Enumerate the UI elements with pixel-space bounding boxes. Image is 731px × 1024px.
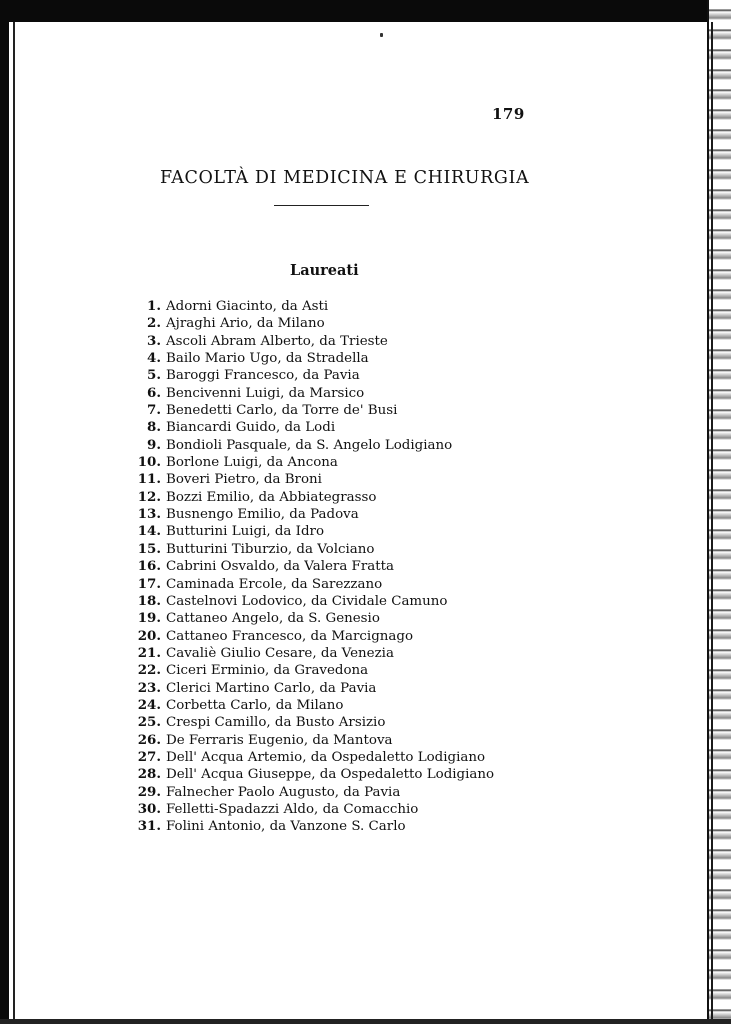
list-item-number: 13. — [137, 506, 161, 523]
list-item — [128, 298, 528, 315]
list-item — [128, 541, 528, 558]
list-item-number: 22. — [137, 662, 161, 679]
list-item — [128, 454, 528, 471]
list-item-text: Ciceri Erminio, da Gravedona — [166, 663, 369, 679]
list-item — [128, 576, 528, 593]
list-item-number: 18. — [137, 592, 161, 609]
list-item-number: 14. — [137, 523, 161, 540]
list-item-number: 15. — [137, 540, 161, 557]
list-item — [128, 697, 528, 714]
list-item-number: 2. — [147, 315, 161, 332]
list-item-number: 20. — [137, 627, 161, 644]
list-item-text: Corbetta Carlo, da Milano — [166, 697, 344, 713]
scan-left-border — [0, 0, 9, 1024]
list-item — [128, 506, 528, 523]
list-item — [128, 628, 528, 645]
list-item — [128, 645, 528, 662]
list-item-number: 27. — [137, 748, 161, 765]
list-item-text: Butturini Luigi, da Idro — [166, 524, 325, 540]
list-item — [128, 471, 528, 488]
list-item-text: Ascoli Abram Alberto, da Trieste — [166, 333, 388, 349]
list-item-text: Adorni Giacinto, da Asti — [166, 299, 329, 314]
scan-left-rule — [13, 22, 15, 1024]
list-item — [128, 523, 528, 540]
page-heading: FACOLTÀ DI MEDICINA E CHIRURGIA — [160, 168, 530, 188]
list-item — [128, 818, 528, 835]
list-item-text: Folini Antonio, da Vanzone S. Carlo — [166, 819, 406, 835]
list-item-text: Cabrini Osvaldo, da Valera Fratta — [166, 559, 394, 575]
list-item-text: Bailo Mario Ugo, da Stradella — [166, 351, 369, 367]
list-item-number: 16. — [137, 558, 161, 575]
list-item-number: 1. — [147, 298, 161, 314]
list-item — [128, 766, 528, 783]
list-item — [128, 350, 528, 367]
heading-divider — [274, 205, 369, 206]
list-item-number: 24. — [137, 696, 161, 713]
list-item-text: Biancardi Guido, da Lodi — [166, 420, 336, 436]
list-item-number: 4. — [147, 350, 161, 367]
scan-speck — [380, 33, 383, 37]
list-item — [128, 749, 528, 766]
list-item-text: Borlone Luigi, da Ancona — [166, 455, 338, 471]
list-item-text: Crespi Camillo, da Busto Arsizio — [166, 715, 386, 731]
graduates-list — [128, 298, 528, 836]
list-item-number: 5. — [147, 367, 161, 384]
list-item — [128, 419, 528, 436]
list-item-text: Ajraghi Ario, da Milano — [166, 316, 325, 332]
list-item-text: De Ferraris Eugenio, da Mantova — [166, 732, 393, 748]
list-item-text: Bozzi Emilio, da Abbiategrasso — [166, 489, 377, 505]
scan-right-rule — [711, 22, 713, 1024]
list-item-number: 10. — [137, 454, 161, 471]
list-item-number: 25. — [137, 714, 161, 731]
list-item — [128, 437, 528, 454]
list-item — [128, 402, 528, 419]
scan-top-border — [0, 0, 731, 22]
list-item-text: Bencivenni Luigi, da Marsico — [166, 385, 365, 401]
list-item — [128, 801, 528, 818]
list-item — [128, 714, 528, 731]
list-item-text: Dell' Acqua Artemio, da Ospedaletto Lodigiano — [166, 749, 486, 765]
list-item-text: Busnengo Emilio, da Padova — [166, 507, 359, 523]
list-item-number: 28. — [137, 766, 161, 783]
list-item-text: Falnecher Paolo Augusto, da Pavia — [166, 784, 401, 800]
list-item — [128, 489, 528, 506]
list-item-number: 23. — [137, 679, 161, 696]
list-item-text: Clerici Martino Carlo, da Pavia — [166, 680, 377, 696]
list-item-text: Cattaneo Angelo, da S. Genesio — [166, 611, 380, 627]
list-item-number: 9. — [147, 436, 161, 453]
list-item-number: 29. — [137, 783, 161, 800]
list-item-number: 3. — [147, 332, 161, 349]
list-item — [128, 784, 528, 801]
list-item-number: 6. — [147, 384, 161, 401]
list-item-number: 19. — [137, 610, 161, 627]
list-item-text: Caminada Ercole, da Sarezzano — [166, 576, 383, 592]
list-item — [128, 593, 528, 610]
list-item-text: Cattaneo Francesco, da Marcignago — [166, 628, 414, 644]
list-item-text: Bondioli Pasquale, da S. Angelo Lodigiano — [166, 437, 453, 453]
list-item-number: 7. — [147, 402, 161, 419]
list-item — [128, 315, 528, 332]
list-item-text: Benedetti Carlo, da Torre de' Busi — [166, 403, 398, 419]
list-item-number: 8. — [147, 419, 161, 436]
list-item-number: 30. — [137, 800, 161, 817]
list-item — [128, 680, 528, 697]
list-item-text: Baroggi Francesco, da Pavia — [166, 368, 360, 384]
scan-bottom-border — [0, 1019, 731, 1024]
list-item-number: 17. — [137, 575, 161, 592]
list-item — [128, 385, 528, 402]
list-item-number: 12. — [137, 488, 161, 505]
list-item-text: Butturini Tiburzio, da Volciano — [166, 541, 375, 557]
list-item-text: Cavaliè Giulio Cesare, da Venezia — [166, 645, 394, 661]
list-item-text: Boveri Pietro, da Broni — [166, 472, 322, 488]
list-item — [128, 610, 528, 627]
list-item-number: 21. — [137, 644, 161, 661]
section-subheading: Laureati — [290, 262, 359, 279]
list-item-number: 26. — [137, 731, 161, 748]
list-item-text: Dell' Acqua Giuseppe, da Ospedaletto Lodigiano — [166, 767, 495, 783]
list-item-text: Felletti-Spadazzi Aldo, da Comacchio — [166, 801, 419, 817]
list-item — [128, 732, 528, 749]
list-item — [128, 662, 528, 679]
list-item-text: Castelnovi Lodovico, da Cividale Camuno — [166, 593, 448, 609]
list-item — [128, 367, 528, 384]
list-item-number: 11. — [137, 471, 161, 488]
list-item — [128, 558, 528, 575]
page-number: 179 — [492, 105, 525, 123]
list-item — [128, 333, 528, 350]
list-item-number: 31. — [137, 818, 161, 835]
